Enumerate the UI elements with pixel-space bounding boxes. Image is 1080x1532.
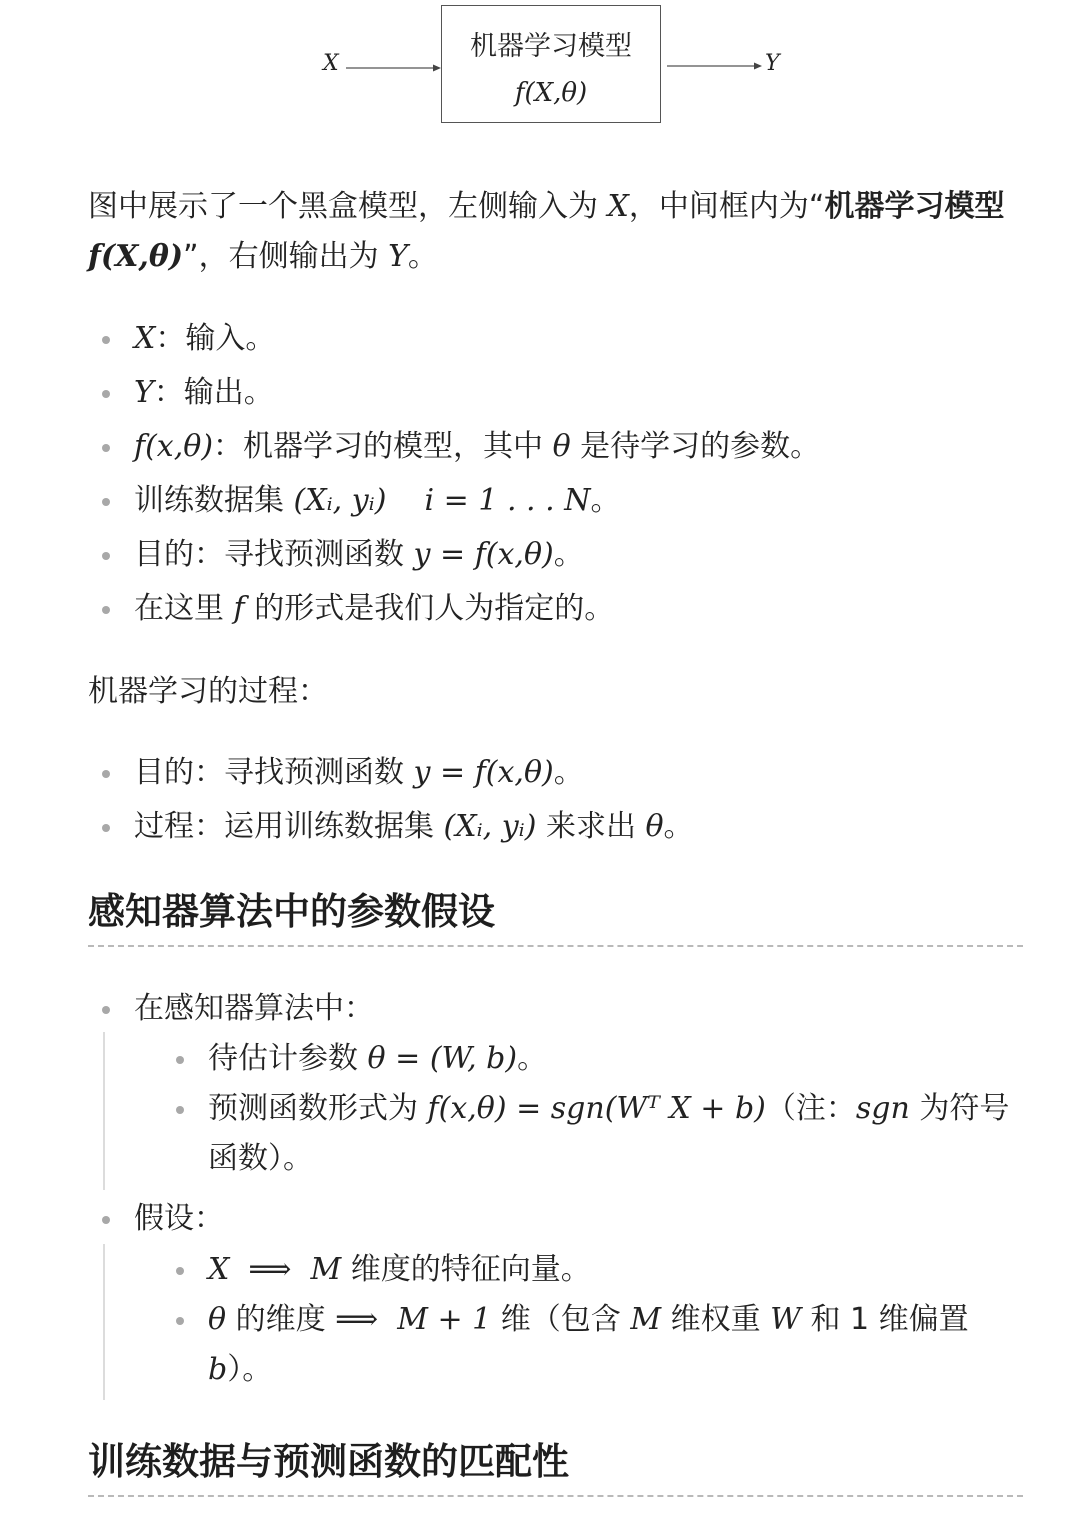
perceptron-sublist bbox=[208, 1034, 1023, 1184]
model-box bbox=[441, 5, 661, 123]
perceptron-list bbox=[134, 982, 1024, 1036]
list-item: Y：输出。 bbox=[134, 366, 1024, 420]
model-box-function: f(X,θ) bbox=[514, 78, 588, 108]
list-item: 目的：寻找预测函数 y = f(x,θ)。 bbox=[134, 528, 1024, 582]
model-box-title: 机器学习模型 bbox=[470, 31, 632, 62]
process-list bbox=[134, 746, 1024, 854]
list-item: f(x,θ)：机器学习的模型，其中 θ 是待学习的参数。 bbox=[134, 420, 1024, 474]
nested-list-rule bbox=[103, 1032, 105, 1190]
heading-divider bbox=[88, 945, 1023, 947]
list-item: 目的：寻找预测函数 y = f(x,θ)。 bbox=[134, 746, 1024, 800]
list-item: θ 的维度 ⟹ M + 1 维（包含 M 维权重 W 和 1 维偏置 b）。 bbox=[208, 1295, 1023, 1395]
list-item: X ⟹ M 维度的特征向量。 bbox=[208, 1245, 1023, 1295]
list-item: 在感知器算法中： bbox=[134, 982, 1024, 1036]
definition-list bbox=[134, 312, 1024, 636]
diagram-input-label: X bbox=[323, 51, 339, 76]
diagram-output-label: Y bbox=[765, 51, 780, 76]
list-item: 待估计参数 θ = (W, b)。 bbox=[208, 1034, 1023, 1084]
process-title: 机器学习的过程： bbox=[88, 674, 328, 709]
list-item: 过程：运用训练数据集 (Xᵢ, yᵢ) 来求出 θ。 bbox=[134, 800, 1024, 854]
assumption-list bbox=[134, 1192, 1024, 1246]
output-arrowhead bbox=[754, 63, 762, 70]
list-item: 在这里 f 的形式是我们人为指定的。 bbox=[134, 582, 1024, 636]
assumption-sublist bbox=[208, 1245, 1023, 1395]
heading-divider bbox=[88, 1495, 1023, 1497]
model-diagram bbox=[0, 0, 1080, 140]
list-item: 预测函数形式为 f(x,θ) = sgn(Wᵀ X + b)（注：sgn 为符号函数）。 bbox=[208, 1084, 1023, 1184]
intro-paragraph: 图中展示了一个黑盒模型，左侧输入为 X，中间框内为“机器学习模型 f(X,θ)”，右侧输出为 Y。 bbox=[88, 189, 1005, 274]
list-item: 假设： bbox=[134, 1192, 1024, 1246]
section-heading: 训练数据与预测函数的匹配性 bbox=[88, 1440, 569, 1483]
nested-list-rule bbox=[103, 1244, 105, 1400]
input-arrowhead bbox=[433, 65, 441, 72]
list-item: 训练数据集 (Xᵢ, yᵢ) i = 1 . . . N。 bbox=[134, 474, 1024, 528]
section-heading: 感知器算法中的参数假设 bbox=[88, 890, 495, 933]
list-item: X：输入。 bbox=[134, 312, 1024, 366]
